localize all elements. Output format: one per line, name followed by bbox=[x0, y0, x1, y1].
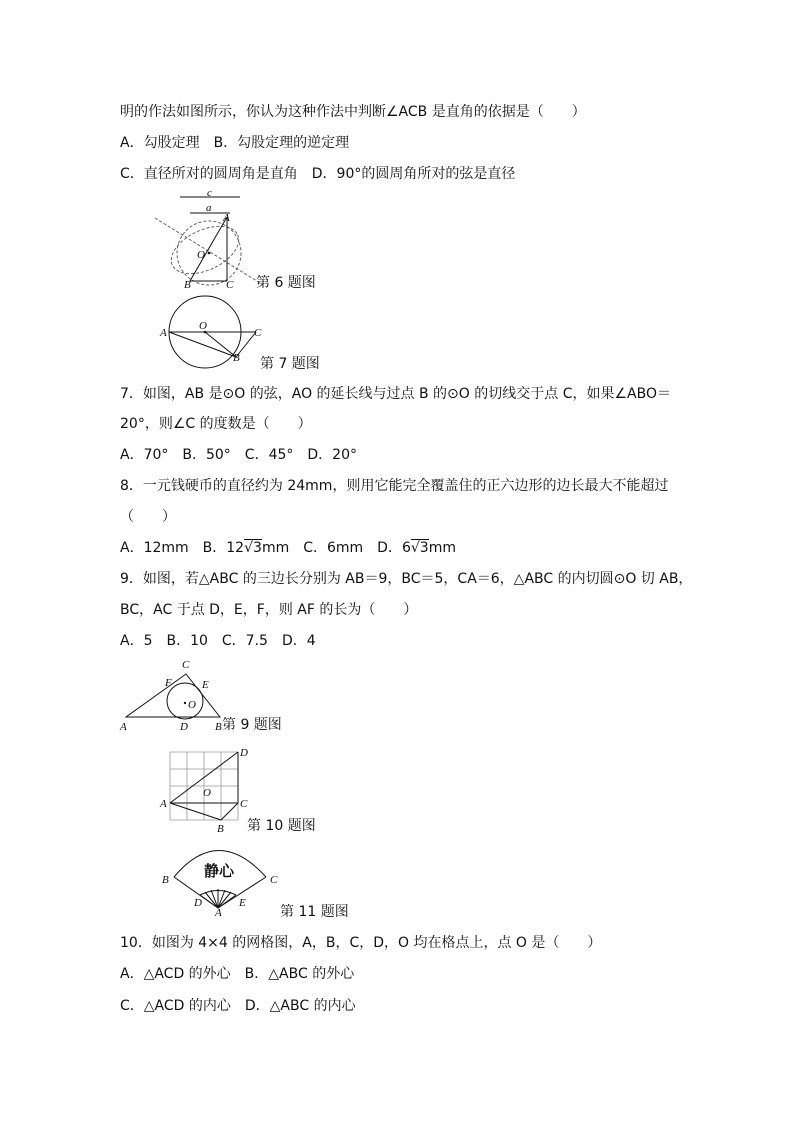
sqrt-radicand: √3 bbox=[244, 540, 262, 556]
q8-radicand-2: 3 bbox=[419, 540, 429, 556]
figure-7-caption: 第 7 题图 bbox=[260, 356, 320, 372]
label-D: D bbox=[194, 897, 202, 909]
label-B: B bbox=[217, 823, 224, 835]
question-7-stem-cont: 20°，则∠C 的度数是（ ） bbox=[120, 416, 312, 432]
q8-radicand-1: 3 bbox=[253, 540, 262, 556]
label-C: C bbox=[226, 279, 234, 291]
label-F: F bbox=[165, 677, 172, 689]
question-8-bracket: （ ） bbox=[120, 509, 176, 525]
label-D: D bbox=[180, 721, 188, 733]
label-E: E bbox=[202, 679, 209, 691]
label-A: A bbox=[160, 798, 167, 810]
question-8-options bbox=[120, 540, 456, 556]
question-10-stem: 10．如图为 4×4 的网格图，A，B，C，D，O 均在格点上，点 O 是（ ） bbox=[120, 935, 602, 951]
figure-11 bbox=[158, 836, 283, 918]
label-B: B bbox=[184, 279, 191, 291]
question-6-options-cd: C．直径所对的圆周角是直角 D．90°的圆周角所对的弦是直径 bbox=[120, 166, 516, 182]
label-C: C bbox=[254, 327, 262, 339]
label-O: O bbox=[203, 787, 211, 799]
figure-10-caption: 第 10 题图 bbox=[247, 818, 316, 834]
question-10-options-ab: A．△ACD 的外心 B．△ABC 的外心 bbox=[120, 966, 355, 982]
q8-option-text-2: mm C．6mm D．6 bbox=[261, 540, 411, 556]
label-a: a bbox=[206, 202, 212, 214]
question-9-stem-cont: BC，AC 于点 D，E，F，则 AF 的长为（ ） bbox=[120, 602, 418, 618]
figure-6-caption: 第 6 题图 bbox=[256, 275, 316, 291]
fan-calligraphy: 静心 bbox=[204, 862, 235, 880]
label-A: A bbox=[120, 721, 127, 733]
label-B: B bbox=[233, 352, 240, 364]
label-A: A bbox=[215, 907, 222, 919]
label-B: B bbox=[215, 721, 222, 733]
label-O: O bbox=[199, 320, 207, 332]
label-O: O bbox=[188, 699, 196, 711]
label-C: C bbox=[270, 874, 278, 886]
figure-11-caption: 第 11 题图 bbox=[280, 904, 349, 920]
label-c: c bbox=[207, 187, 212, 199]
question-6-options-ab: A．勾股定理 B．勾股定理的逆定理 bbox=[120, 135, 350, 151]
question-10-options-cd: C．△ACD 的内心 D．△ABC 的内心 bbox=[120, 998, 356, 1014]
figure-10 bbox=[158, 744, 258, 834]
question-7-stem: 7．如图，AB 是⊙O 的弦，AO 的延长线与过点 B 的⊙O 的切线交于点 C，如果∠ABO＝ bbox=[120, 386, 671, 402]
sqrt-radicand: √3 bbox=[410, 540, 429, 556]
question-6-stem-end: 明的作法如图所示，你认为这种作法中判断∠ACB 是直角的依据是（ ） bbox=[120, 104, 586, 120]
question-8-stem: 8．一元钱硬币的直径约为 24mm，则用它能完全覆盖住的正六边形的边长最大不能超过 bbox=[120, 478, 669, 494]
label-A: A bbox=[160, 327, 167, 339]
label-A: A bbox=[223, 212, 230, 224]
question-9-stem: 9．如图，若△ABC 的三边长分别为 AB＝9，BC＝5，CA＝6，△ABC 的内切圆⊙O 切 AB， bbox=[120, 571, 693, 587]
label-B: B bbox=[162, 874, 169, 886]
figure-9 bbox=[118, 659, 238, 734]
label-E: E bbox=[239, 897, 246, 909]
label-D: D bbox=[240, 747, 248, 759]
label-O: O bbox=[197, 249, 205, 261]
label-C: C bbox=[240, 798, 248, 810]
q8-option-text-3: mm bbox=[428, 540, 456, 556]
question-9-options: A．5 B．10 C．7.5 D．4 bbox=[120, 633, 316, 649]
figure-9-caption: 第 9 题图 bbox=[222, 717, 282, 733]
label-C: C bbox=[182, 659, 190, 671]
q8-option-text-1: A．12mm B．12 bbox=[120, 540, 245, 556]
question-7-options: A．70° B．50° C．45° D．20° bbox=[120, 447, 357, 463]
